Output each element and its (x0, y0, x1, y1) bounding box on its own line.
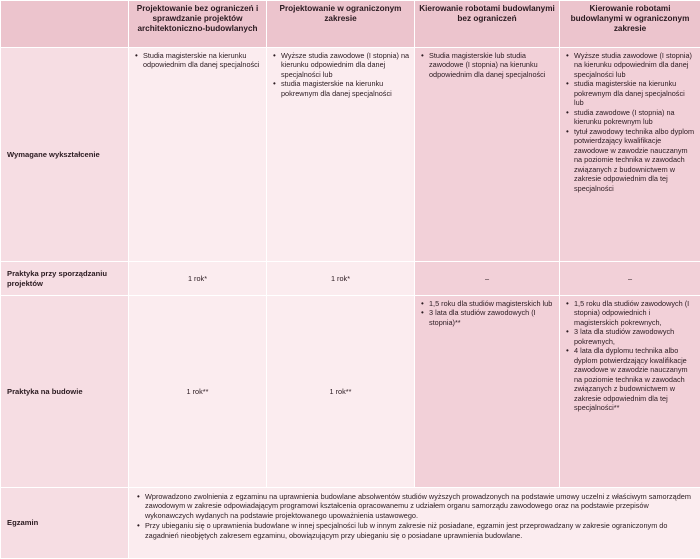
design-practice-row-label: Praktyka przy sporządzaniu projektów (1, 262, 129, 296)
header-design-unlimited: Projektowanie bez ograniczeń i sprawdzanie projektów architektoniczno-budowlanych (129, 1, 267, 48)
design-practice-cell-col3: – (415, 262, 560, 296)
list-item: • Wyższe studia zawodowe (I stopnia) na kierunku odpowiednim dla danej specjalności lub (281, 51, 410, 79)
education-list-col4 (564, 51, 696, 193)
exam-row (1, 488, 700, 559)
exam-row-label: Egzamin (1, 488, 129, 559)
design-practice-cell-col4: – (560, 262, 700, 296)
list-item: • 4 lata dla dyplomu technika albo dyplom potwierdzający kwalifikacje zawodowe w zawodzie nauczanym na poziomie technika w zawodach związanych z budownictwem w zakresie odpowiednim dla tej specjalności** (574, 346, 696, 412)
list-item: • studia magisterskie na kierunku pokrewnym dla danej specjalności lub (574, 79, 696, 107)
education-list-col2 (271, 51, 410, 98)
education-cell-col1 (129, 48, 267, 262)
header-site-management-unlimited: Kierowanie robotami budowlanymi bez ograniczeń (415, 1, 560, 48)
education-list-col1 (133, 51, 262, 70)
exam-cell (129, 488, 700, 559)
exam-list (135, 492, 694, 540)
education-row-label: Wymagane wykształcenie (1, 48, 129, 262)
list-item: • Przy ubieganiu się o uprawnienia budowlane w innej specjalności lub w innym zakresie niż posiadane, egzamin jest przeprowadzany w zakresie ograniczonym do zagadnień nieobjętych zakresem egzaminu, obowiązującym przy ubieganiu się o posiadane uprawnienia budowlane. (145, 521, 694, 540)
site-practice-row-label: Praktyka na budowie (1, 296, 129, 488)
header-site-management-limited: Kierowanie robotami budowlanymi w ograniczonym zakresie (560, 1, 700, 48)
site-practice-cell-col4 (560, 296, 700, 488)
list-item: • studia magisterskie na kierunku pokrewnym dla danej specjalności (281, 79, 410, 98)
list-item: • Wyższe studia zawodowe (I stopnia) na kierunku odpowiednim dla danej specjalności lub (574, 51, 696, 79)
list-item: • 1,5 roku dla studiów zawodowych (I stopnia) odpowiednich i magisterskich pokrewnych, (574, 299, 696, 327)
design-practice-cell-col2: 1 rok* (267, 262, 415, 296)
list-item: • 3 lata dla studiów zawodowych (I stopnia)** (429, 308, 555, 327)
list-item: • 3 lata dla studiów zawodowych pokrewnych, (574, 327, 696, 346)
list-item: • Studia magisterskie na kierunku odpowiednim dla danej specjalności (143, 51, 262, 70)
header-corner-cell (1, 1, 129, 48)
site-practice-cell-col3 (415, 296, 560, 488)
education-cell-col4 (560, 48, 700, 262)
list-item: • 1,5 roku dla studiów magisterskich lub (429, 299, 555, 308)
site-practice-cell-col1: 1 rok** (129, 296, 267, 488)
education-cell-col3 (415, 48, 560, 262)
header-design-limited: Projektowanie w ograniczonym zakresie (267, 1, 415, 48)
header-row (1, 1, 700, 48)
education-row (1, 48, 700, 262)
list-item: • tytuł zawodowy technika albo dyplom potwierdzający kwalifikacje zawodowe w zawodzie nauczanym na poziomie technika w zawodach związanych z budownictwem w zakresie odpowiednim dla tej specjalności (574, 127, 696, 193)
list-item: • Studia magisterskie lub studia zawodowe (I stopnia) na kierunku odpowiednim dla danej specjalności (429, 51, 555, 79)
site-practice-row (1, 296, 700, 488)
list-item: • Wprowadzono zwolnienia z egzaminu na uprawnienia budowlane absolwentów studiów wyższych prowadzonych na podstawie umowy uczelni z właściwym samorządem zawodowym w zakresie odpowiadającym programowi kształcenia opracowanemu z udziałem organu samorządu zawodowego oraz na podstawie przepisów wykonawczych wydanych na podstawie projektowanego upoważnienia ustawowego. (145, 492, 694, 520)
design-practice-cell-col1: 1 rok* (129, 262, 267, 296)
education-cell-col2 (267, 48, 415, 262)
site-practice-cell-col2: 1 rok** (267, 296, 415, 488)
site-practice-list-col4 (564, 299, 696, 413)
site-practice-list-col3 (419, 299, 555, 327)
design-practice-row (1, 262, 700, 296)
list-item: • studia zawodowe (I stopnia) na kierunku pokrewnym lub (574, 108, 696, 127)
education-list-col3 (419, 51, 555, 79)
